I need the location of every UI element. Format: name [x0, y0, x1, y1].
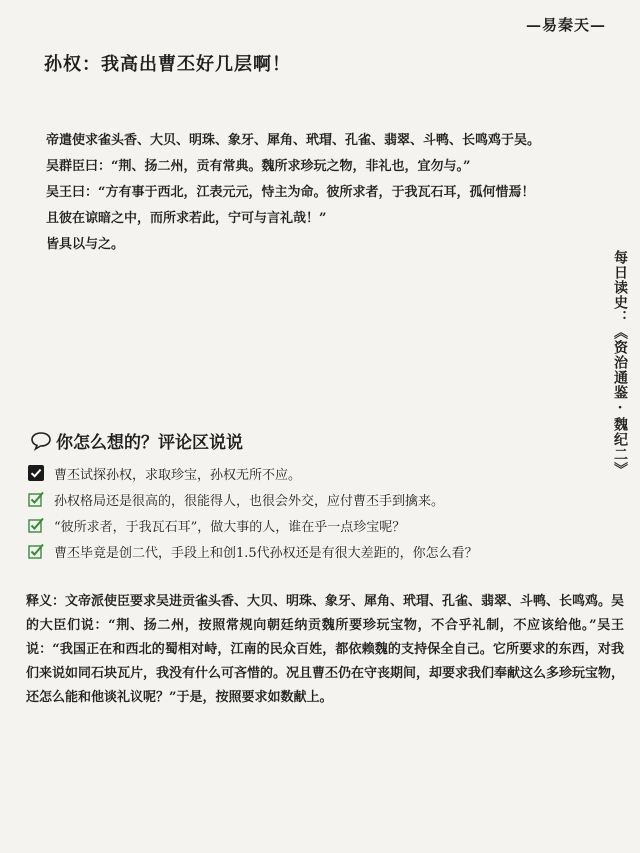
checklist-item-text: 曹丕试探孙权，求取珍宝，孙权无所不应。 — [54, 467, 302, 483]
checked-box-icon — [28, 465, 44, 481]
checklist-item — [28, 486, 608, 512]
original-line: 皆具以与之。 — [46, 237, 125, 252]
comment-section-title — [30, 428, 243, 453]
side-series-title: 每日读史：《资治通鉴·魏纪二》 — [612, 250, 628, 477]
original-line: 且彼在谅暗之中，而所求若此，宁可与言礼哉！” — [46, 211, 327, 226]
checklist-item-text: “彼所求者，于我瓦石耳”，做大事的人，谁在乎一点珍宝呢？ — [54, 519, 406, 535]
original-line: 吴群臣曰：“荆、扬二州，贡有常典。魏所求珍玩之物，非礼也，宜勿与。” — [46, 159, 471, 174]
checklist-item — [28, 460, 608, 486]
green-check-box-icon — [28, 517, 44, 533]
original-line: 帝遣使求雀头香、大贝、明珠、象牙、犀角、玳瑁、孔雀、翡翠、斗鸭、长鸣鸡于吴。 — [46, 133, 541, 148]
checklist-item-text: 曹丕毕竟是创二代，手段上和创1.5代孙权还是有很大差距的，你怎么看？ — [54, 545, 478, 561]
green-check-box-icon — [28, 543, 44, 559]
checklist-item — [28, 538, 608, 564]
page-title: 孙权：我高出曹丕好几层啊！ — [44, 54, 291, 75]
author-signature: —易秦天— — [525, 16, 606, 34]
comment-title-text: 你怎么想的？评论区说说 — [56, 433, 243, 453]
comment-checklist — [28, 460, 608, 564]
translation-paragraph: 释义：文帝派使臣要求吴进贡雀头香、大贝、明珠、象牙、犀角、玳瑁、孔雀、翡翠、斗鸭、长鸣鸡。吴的大臣们说：“荆、扬二州，按照常规向朝廷纳贡魏所要珍玩宝物，不合乎礼制，不应该给他。”吴王说：“我国正在和西北的蜀相对峙，江南的民众百姓，都依赖魏的支持保全自己。它所要求的东西，对我们来说如同石块瓦片，我没有什么可吝惜的。况且曹丕仍在守丧期间，却要求我们奉献这么多珍玩宝物，还怎么能和他谈礼议呢？”于是，按照要求如数献上。 — [26, 594, 625, 705]
checklist-item — [28, 512, 608, 538]
original-line: 吴王曰：“方有事于西北，江表元元，恃主为命。彼所求者，于我瓦石耳，孤何惜焉！ — [46, 185, 535, 200]
checklist-item-text: 孙权格局还是很高的，很能得人，也很会外交，应付曹丕手到擒来。 — [54, 493, 445, 509]
speech-bubble-icon — [30, 431, 52, 451]
green-check-box-icon — [28, 491, 44, 507]
original-text — [46, 128, 586, 258]
